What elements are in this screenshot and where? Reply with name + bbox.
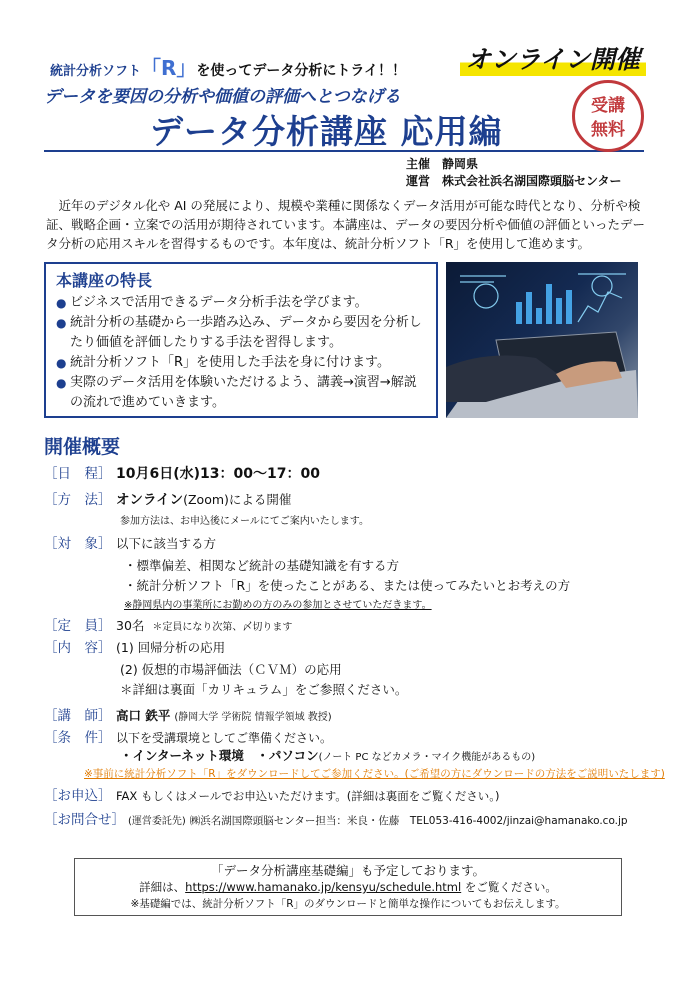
- lecturer-name: 高口 鉄平: [116, 708, 171, 723]
- notice-line2-pre: 詳細は、: [139, 880, 186, 894]
- notice-line1: 「データ分析講座基礎編」も予定しております。: [210, 863, 485, 878]
- target-value: 以下に該当する方: [116, 536, 217, 551]
- feature-item: ● 実際のデータ活用を体験いただけるよう、講義→演習→解説の流れで進めていきます。: [56, 373, 428, 413]
- operator-row: [406, 173, 622, 190]
- seal-line2: 無料: [591, 120, 625, 140]
- method-label: ［方 法］: [44, 492, 112, 508]
- conditions-env-note: (ノート PC などカメラ・マイク機能があるもの): [318, 752, 536, 763]
- target-label: ［対 象］: [44, 536, 112, 552]
- schedule-link[interactable]: https://www.hamanako.jp/kensyu/schedule.html: [185, 880, 462, 894]
- conditions-env: [120, 746, 535, 764]
- features-heading: 本講座の特長: [56, 271, 153, 290]
- page-title: データ分析講座 応用編: [150, 112, 503, 151]
- free-seal-badge: [572, 80, 644, 152]
- date-label: ［日 程］: [44, 466, 112, 482]
- contact-row: [44, 808, 628, 828]
- method-row: [44, 488, 291, 508]
- organizer-value: 静岡県: [442, 157, 479, 171]
- apply-row: [44, 784, 500, 804]
- capacity-label: ［定 員］: [44, 618, 112, 634]
- operator-value: 株式会社浜名湖国際頭脳センター: [442, 174, 622, 188]
- notice-line2: [75, 879, 621, 896]
- lecturer-row: [44, 704, 332, 724]
- lecturer-label: ［講 師］: [44, 708, 112, 724]
- capacity-row: [44, 614, 292, 634]
- target-row: [44, 532, 216, 552]
- notice-line2-post: をご覧ください。: [461, 880, 557, 894]
- title-divider: [44, 150, 644, 152]
- feature-item: ● 統計分析の基礎から一歩踏み込み、データから要因を分析したり価値を評価したりする手法を習得します。: [56, 313, 428, 353]
- organizer-row: [406, 156, 622, 173]
- notice-line3: ※基礎編では、統計分析ソフト「R」のダウンロードと簡単な操作についてもお伝えします。: [130, 898, 566, 910]
- capacity-value: 30名: [116, 618, 145, 633]
- intro-paragraph: 近年のデジタル化や AI の発展により、規模や業種に関係なくデータ活用が可能な時代となり、分析や検証、戦略企画・立案での活用が期待されています。本講座は、データの要因分析や価値の評価といったデータ分析の応用スキルを習得するものです。本年度は、統計分析ソフト「R」を使用して進めます。: [46, 198, 646, 251]
- lecturer-affiliation: (静岡大学 学術院 情報学領域 教授): [174, 712, 332, 723]
- laptop-illustration: [446, 262, 638, 418]
- tagline: [50, 52, 406, 81]
- features-list: [56, 293, 428, 413]
- date-row: [44, 462, 320, 483]
- organizer-key: 主催: [406, 157, 431, 171]
- outline-heading: 開催概要: [44, 436, 121, 458]
- conditions-label: ［条 件］: [44, 730, 112, 746]
- tagline-r: 「R」: [141, 56, 197, 80]
- date-value: 10月6日(水)13：00～17：00: [116, 466, 320, 482]
- method-note: 参加方法は、お申込後にメールにてご案内いたします。: [120, 516, 369, 527]
- content-row: [44, 636, 225, 656]
- basic-course-notice: [74, 858, 622, 916]
- content-item: (1) 回帰分析の応用: [116, 640, 226, 655]
- online-label: オンライン開催: [460, 40, 646, 76]
- target-note: ※静岡県内の事業所にお勤めの方のみの参加とさせていただきます。: [124, 600, 432, 611]
- contact-value: ㈱浜名湖国際頭脳センター担当：米良・佐藤 TEL053-416-4002/jinzai@hamanako.co.jp: [189, 815, 628, 827]
- operator-key: 運営: [406, 174, 431, 188]
- conditions-env-main: ・インターネット環境 ・パソコン: [120, 748, 319, 763]
- conditions-warning: ※事前に統計分析ソフト「R」をダウンロードしてご参加ください。(ご希望の方にダウンロードの方法をご説明いたします): [84, 768, 665, 780]
- subtitle: データを要因の分析や価値の評価へとつなげる: [44, 87, 401, 107]
- seal-line1: 受講: [591, 96, 625, 116]
- feature-item: ● 統計分析ソフト「R」を使用した手法を身に付けます。: [56, 353, 428, 373]
- tagline-pre: 統計分析ソフト: [50, 64, 142, 79]
- method-tail: (Zoom)による開催: [183, 492, 292, 507]
- capacity-note: ＊定員になり次第、〆切ります: [152, 622, 293, 633]
- apply-label: ［お申込］: [44, 788, 112, 804]
- content-label: ［内 容］: [44, 640, 112, 656]
- apply-value: FAX もしくはメールでお申込いただけます。(詳細は裏面をご覧ください。): [116, 789, 500, 803]
- method-value: オンライン: [116, 492, 184, 508]
- contact-pre: (運営委託先): [128, 816, 186, 827]
- content-item: (2) 仮想的市場評価法（ＣＶＭ）の応用: [120, 662, 342, 677]
- content-note: ＊詳細は裏面「カリキュラム」をご参照ください。: [120, 682, 408, 697]
- laptop-data-photo: [446, 262, 638, 418]
- target-item: ・標準偏差、相関など統計の基礎知識を有する方: [124, 558, 400, 573]
- features-box: [44, 262, 438, 418]
- conditions-value: 以下を受講環境としてご準備ください。: [116, 731, 333, 745]
- contact-label: ［お問合せ］: [44, 812, 125, 828]
- target-item: ・統計分析ソフト「R」を使ったことがある、または使ってみたいとお考えの方: [124, 578, 571, 593]
- feature-item: ● ビジネスで活用できるデータ分析手法を学びます。: [56, 293, 428, 313]
- tagline-post: を使ってデータ分析にトライ！！: [196, 63, 407, 79]
- organizer-info: [406, 156, 622, 190]
- conditions-row: [44, 726, 332, 746]
